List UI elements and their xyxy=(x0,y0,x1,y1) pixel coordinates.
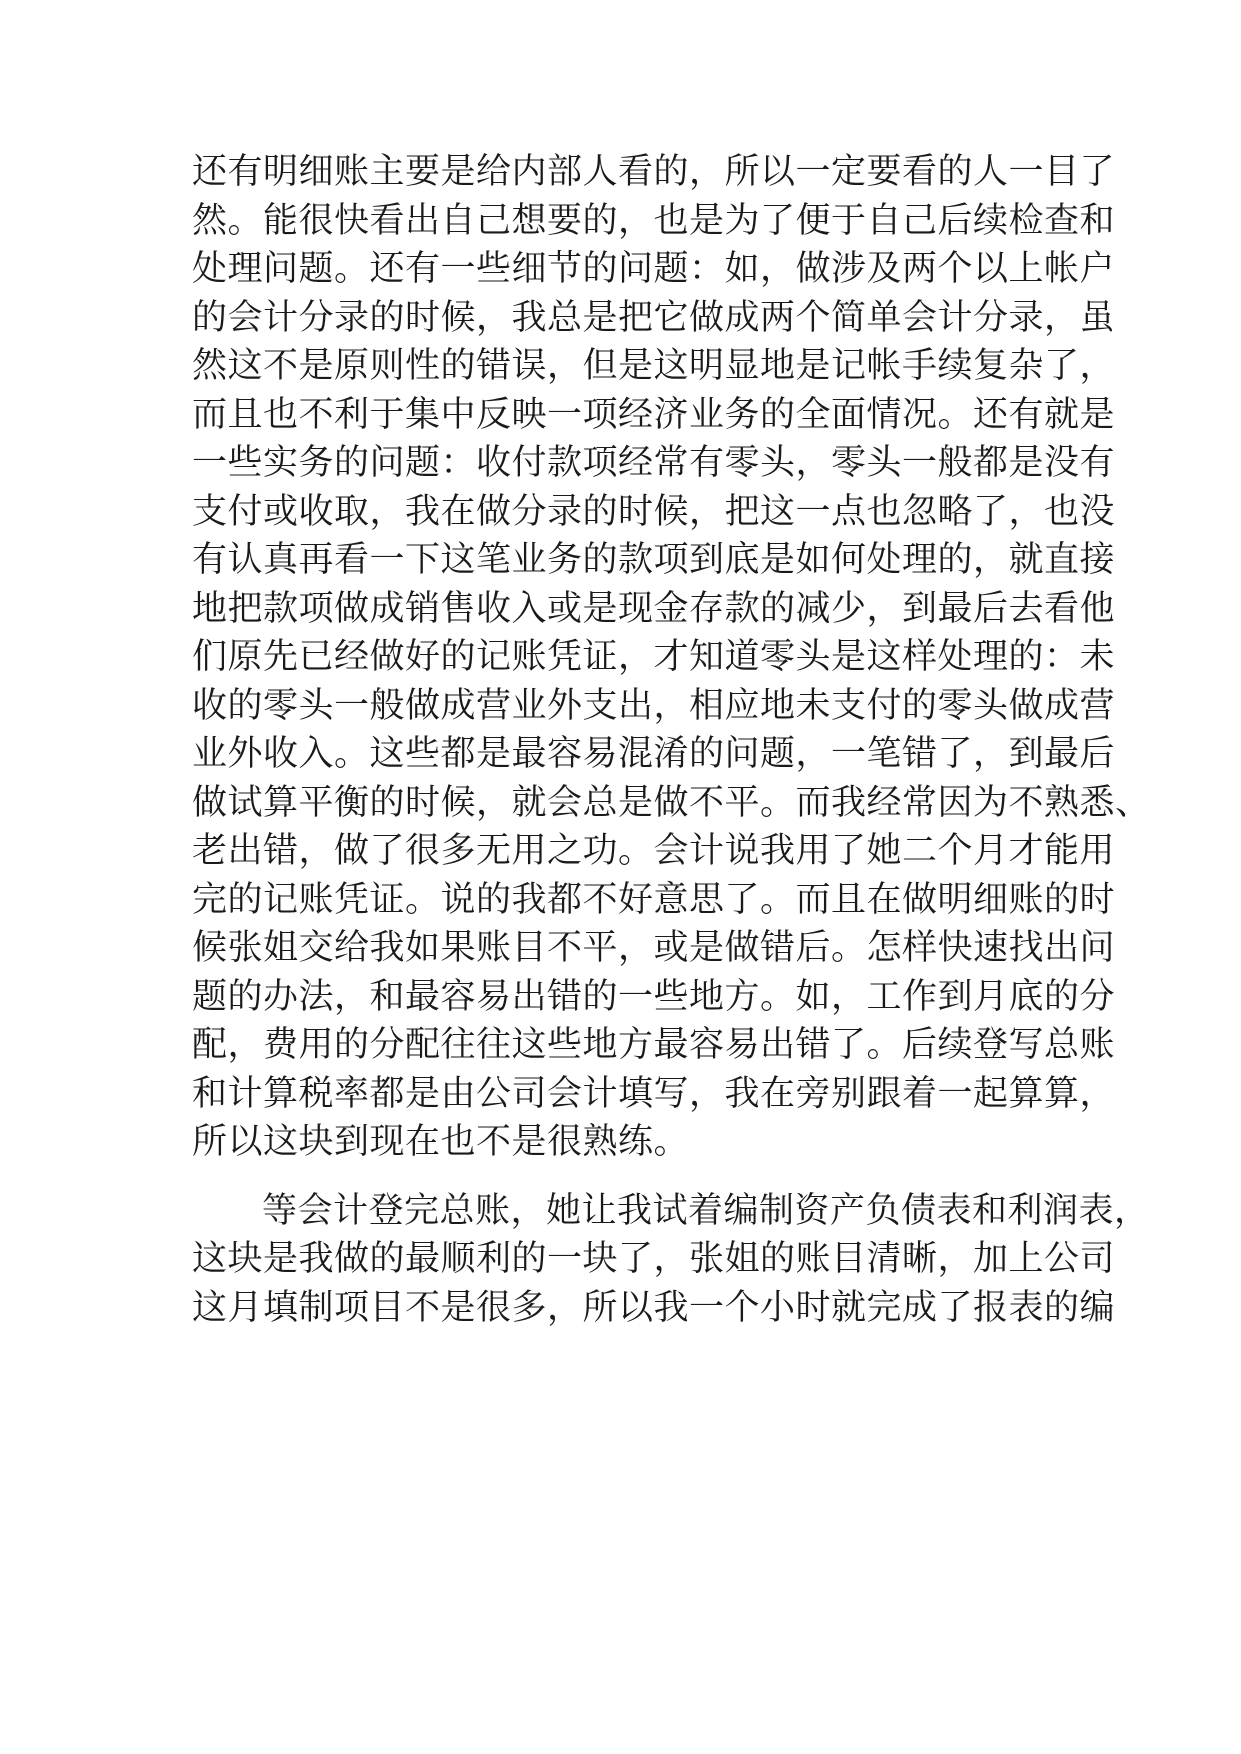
text-line: 这月填制项目不是很多，所以我一个小时就完成了报表的编 xyxy=(192,1287,1116,1328)
text-line: 支付或收取，我在做分录的时候，把这一点也忽略了，也没 xyxy=(192,491,1116,532)
text-line: 等会计登完总账，她让我试着编制资产负债表和利润表， xyxy=(262,1190,1150,1231)
text-line: 和计算税率都是由公司会计填写，我在旁别跟着一起算算， xyxy=(192,1073,1116,1114)
document-body xyxy=(192,148,1151,1332)
text-line: 业外收入。这些都是最容易混淆的问题，一笔错了，到最后 xyxy=(192,734,1116,774)
text-line: 然。能很快看出自己想要的，也是为了便于自己后续检查和 xyxy=(192,200,1116,241)
text-line: 处理问题。还有一些细节的问题：如，做涉及两个以上帐户 xyxy=(192,249,1116,289)
text-line: 所以这块到现在也不是很熟练。 xyxy=(192,1122,690,1162)
text-line: 完的记账凭证。说的我都不好意思了。而且在做明细账的时 xyxy=(192,879,1116,920)
text-line: 地把款项做成销售收入或是现金存款的减少，到最后去看他 xyxy=(192,588,1116,629)
paragraph-spacer xyxy=(192,1167,1054,1187)
text-line: 然这不是原则性的错误，但是这明显地是记帐手续复杂了， xyxy=(192,346,1116,386)
text-line: 有认真再看一下这笔业务的款项到底是如何处理的，就直接 xyxy=(192,540,1116,580)
text-line: 候张姐交给我如果账目不平，或是做错后。怎样快速找出问 xyxy=(192,928,1116,968)
paragraph-2 xyxy=(192,1187,1150,1333)
text-line: 们原先已经做好的记账凭证，才知道零头是这样处理的：未 xyxy=(192,637,1116,677)
text-line: 老出错，做了很多无用之功。会计说我用了她二个月才能用 xyxy=(192,831,1116,871)
text-line: 还有明细账主要是给内部人看的，所以一定要看的人一目了 xyxy=(192,152,1116,192)
text-line: 配，费用的分配往往这些地方最容易出错了。后续登写总账 xyxy=(192,1025,1116,1065)
text-line: 而且也不利于集中反映一项经济业务的全面情况。还有就是 xyxy=(192,394,1116,435)
text-line: 收的零头一般做成营业外支出，相应地未支付的零头做成营 xyxy=(192,685,1116,726)
text-line: 做试算平衡的时候，就会总是做不平。而我经常因为不熟悉、 xyxy=(192,782,1151,823)
text-line: 一些实务的问题：收付款项经常有零头，零头一般都是没有 xyxy=(192,443,1116,483)
text-line: 的会计分录的时候，我总是把它做成两个简单会计分录，虽 xyxy=(192,297,1116,338)
text-line: 这块是我做的最顺利的一块了，张姐的账目清晰，加上公司 xyxy=(192,1239,1116,1279)
paragraph-1 xyxy=(192,148,1151,1167)
text-line: 题的办法，和最容易出错的一些地方。如，工作到月底的分 xyxy=(192,976,1116,1017)
